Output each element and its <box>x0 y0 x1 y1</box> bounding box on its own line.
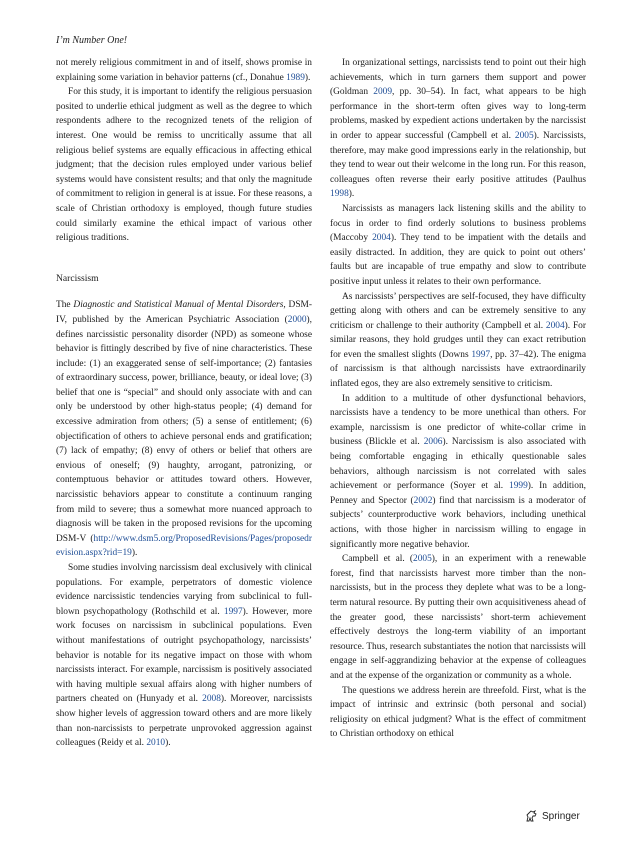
publisher-footer <box>525 810 580 822</box>
paragraph: As narcissists’ perspectives are self-focused, they have difficulty getting along with others and can be extremely sensitive to any criticism or challenge to their authority (Campbell et al. 2004). For similar reasons, they hold grudges until they can exact retribution for even the smallest slights (Downs 1997, pp. 37–42). The enigma of narcissism is that although narcissists have extraordinarily inflated egos, they are also extremely sensitive to criticism. <box>330 291 586 390</box>
paragraph: In addition to a multitude of other dysfunctional behaviors, narcissists have a tendency to be more unethical than others. For example, narcissism is one predictor of white-collar crime in business (Blickle et al. 2006). Narcissism is also associated with being comfortable engaging in ethically questionable sales behaviors, although narcissism is not correlated with sales achievement or performance (Soyer et al. 1999). In addition, Penney and Spector (2002) find that narcissism is a moderator of subjects’ counterproductive work behaviors, including unethical actions, with those higher in narcissism willing to engage in significantly more negative behavior. <box>330 393 586 550</box>
citation-link[interactable]: 1998 <box>330 189 349 200</box>
url-link[interactable]: http://www.dsm5.org/ProposedRevisions/Pages/proposedrevision.aspx?rid=19 <box>56 533 312 559</box>
citation-link[interactable]: 2009 <box>373 87 393 98</box>
publisher-name: Springer <box>542 810 580 822</box>
paragraph: For this study, it is important to identify the religious persuasion posited to underlie ethical judgment as well as the degree to which respondents adhere to the recognized tenets of the religion of interest. One would be remiss to uncritically assume that all religious belief systems are equally efficacious in affecting ethical judgment; that the decision rules employed under various belief systems would have consistent results; and that only the magnitude of commitment to religion in general is at issue. For these reasons, a scale of Christian orthodoxy is employed, though future studies could similarly examine the ethical impact of various other religious traditions. <box>56 87 312 244</box>
paragraph: Campbell et al. (2005), in an experiment with a renewable forest, find that narcissists harvest more timber than the non-narcissists, but in the process they deplete what was to be a long-term natural resource. By putting their own acquisitiveness ahead of the greater good, these narcissists’ short-term achievement effectively destroys the long-term viability of an important resource. Thus, research substantiates the notion that narcissists will engage in self-aggrandizing behavior at the expense of colleagues and at the expense of the organization or community as a whole. <box>330 554 587 681</box>
citation-link[interactable]: 2004 <box>372 233 391 244</box>
paragraph: Narcissists as managers lack listening skills and the ability to focus in order to find orderly solutions to business problems (Maccoby 2004). They tend to be impatient with the details and easily distracted. In addition, they are quick to point out others’ faults but are incapable of true empathy and slow to contribute positive input unless it relates to their own performance. <box>330 203 586 287</box>
citation-link[interactable]: 2005 <box>514 130 534 141</box>
citation-link[interactable]: 2004 <box>545 320 565 331</box>
paragraph: In organizational settings, narcissists tend to point out their high achievements, which in turn garners them support and power (Goldman 2009, pp. 30–54). In fact, what appears to be high performance in the short-term often gives way to long-term problems, masked by expedient actions undertaken by the narcissist in order to appear successful (Campbell et al. 2005). Narcissists, therefore, may make good impressions early in the relationship, but they tend to wear out their welcome in the long run. For this reason, colleagues often reverse their early positive attitudes (Paulhus 1998). <box>330 58 587 200</box>
citation-link[interactable]: 1989 <box>286 72 305 83</box>
citation-link[interactable]: 2006 <box>423 437 443 448</box>
citation-link[interactable]: 1997 <box>471 349 491 360</box>
springer-horse-icon <box>525 810 538 822</box>
citation-link[interactable]: 2002 <box>413 495 433 506</box>
citation-link[interactable]: 2005 <box>413 554 432 565</box>
right-column <box>330 56 586 742</box>
citation-link[interactable]: 2010 <box>146 738 166 749</box>
paragraph: The Diagnostic and Statistical Manual of Mental Disorders, DSM-IV, published by the American Psychiatric Association (2000), defines narcissistic personality disorder (NPD) as someone whose behavior is fittingly described by five of nine characteristics. These include: (1) an exaggerated sense of self-importance; (2) fantasies of extraordinary success, power, brilliance, beauty, or ideal love; (3) belief that one is “special” and should only associate with and can only be understood by other high-status people; (4) demand for excessive admiration from others; (5) a sense of entitlement; (6) objectification of others to achieve personal ends and gratification; (7) lack of empathy; (8) envy of others or belief that others are envious of oneself; (9) haughty, arrogant, patronizing, or contemptuous behavior or attitudes toward others. However, narcissistic behaviors appear to constitute a continuum ranging from mild to severe; thus a somewhat more nuanced approach to diagnosis will be taken in the proposed revisions for the upcoming DSM-V (http://www.dsm5.org/ProposedRevisions/Pages/proposedrevision.aspx?rid=19). <box>56 300 312 559</box>
citation-link[interactable]: 2000 <box>287 314 307 325</box>
citation-link[interactable]: 2008 <box>202 694 221 705</box>
paragraph: Some studies involving narcissism deal exclusively with clinical populations. For example, perpetrators of domestic violence evidence narcissistic tendencies varying from subclinical to full-blown psychopathology (Rothschild et al. 1997). However, more work focuses on narcissism in subclinical populations. Even without manifestations of outright psychopathology, narcissists’ behavior is notable for its negative impact on those with whom narcissists interact. For example, narcissism is positively associated with having multiple sexual affairs along with higher numbers of partners cheated on (Hunyady et al. 2008). Moreover, narcissists show higher levels of aggression toward others and are more likely than non-narcissists to perpetrate unprovoked aggression against colleagues (Reidy et al. 2010). <box>56 563 312 749</box>
citation-link[interactable]: 1999 <box>509 481 528 492</box>
paragraph: The questions we address herein are threefold. First, what is the impact of intrinsic and extrinsic (both personal and social) religiosity on ethical judgment? What is the effect of commitment to Christian orthodoxy on ethical <box>330 685 586 740</box>
paragraph: not merely religious commitment in and of itself, shows promise in explaining some variation in behavior patterns (cf., Donahue 1989). <box>56 58 312 83</box>
left-column <box>56 56 312 751</box>
section-heading: Narcissism <box>56 272 99 284</box>
running-head: I’m Number One! <box>56 35 128 46</box>
citation-link[interactable]: 1997 <box>223 606 243 617</box>
